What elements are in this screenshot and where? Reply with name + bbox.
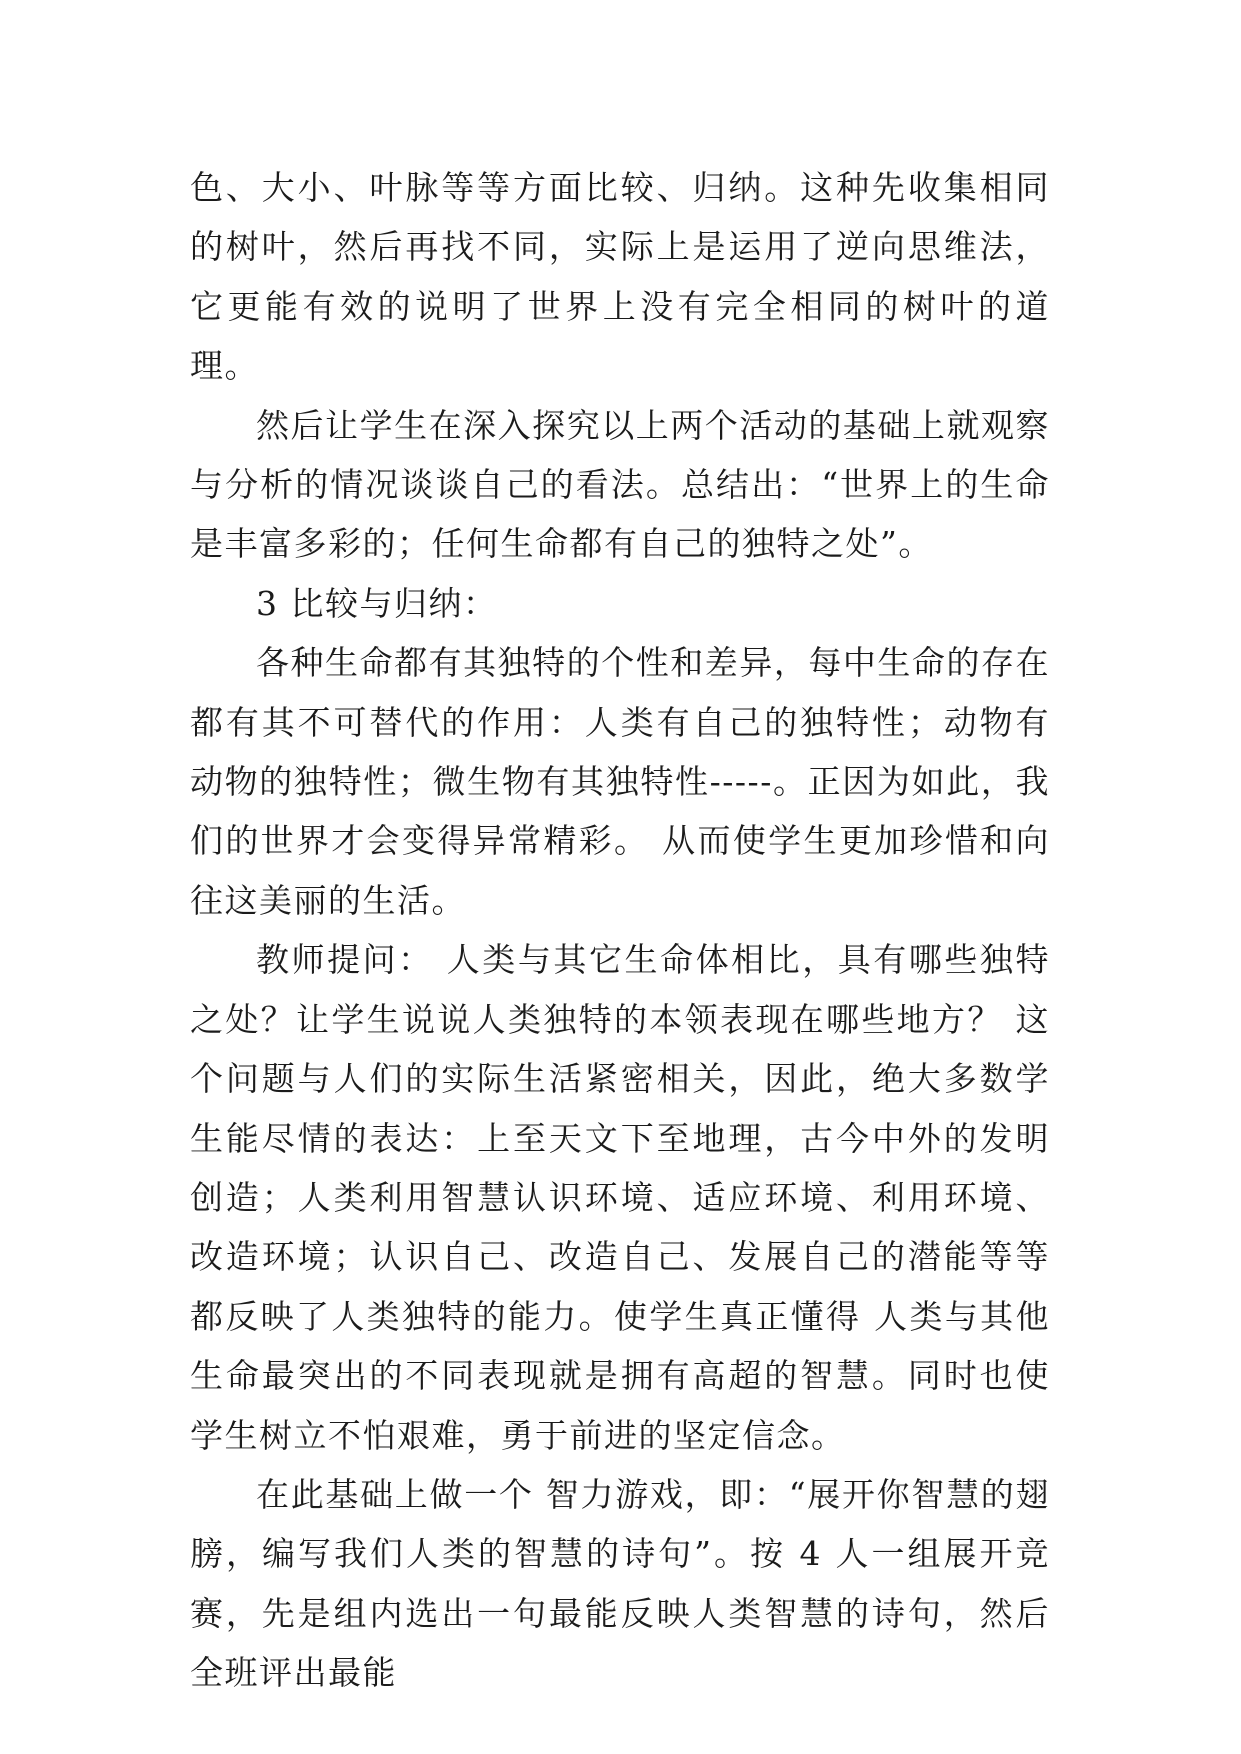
paragraph-2: 然后让学生在深入探究以上两个活动的基础上就观察与分析的情况谈谈自己的看法。总结出：“世界上的生命是丰富多彩的；任何生命都有自己的独特之处”。 — [190, 405, 1050, 564]
paragraph-4: 各种生命都有其独特的个性和差异，每中生命的存在都有其不可替代的作用：人类有自己的独特性；动物有动物的独特性；微生物有其独特性-----。正因为如此，我们的世界才会变得异常精彩。 从而使学生更加珍惜和向往这美丽的生活。 — [190, 643, 1050, 920]
paragraph-6: 在此基础上做一个 智力游戏，即：“展开你智慧的翅膀，编写我们人类的智慧的诗句”。按 4 人一组展开竞赛，先是组内选出一句最能反映人类智慧的诗句，然后全班评出最能 — [190, 1474, 1050, 1693]
paragraph-3-heading: 3 比较与归纳： — [256, 583, 498, 623]
paragraph-1: 色、大小、叶脉等等方面比较、归纳。这种先收集相同的树叶，然后再找不同，实际上是运用了逆向思维法，它更能有效的说明了世界上没有完全相同的树叶的道理。 — [190, 168, 1050, 386]
document-body — [190, 158, 1050, 1703]
paragraph-5: 教师提问： 人类与其它生命体相比，具有哪些独特之处？让学生说说人类独特的本领表现在哪些地方？ 这个问题与人们的实际生活紧密相关，因此，绝大多数学生能尽情的表达：上至天文下至地理，古今中外的发明创造；人类利用智慧认识环境、适应环境、利用环境、改造环境；认识自己、改造自己、发展自己的潜能等等都反映了人类独特的能力。使学生真正懂得 人类与其他生命最突出的不同表现就是拥有高超的智慧。同时也使学生树立不怕艰难，勇于前进的坚定信念。 — [190, 940, 1050, 1455]
